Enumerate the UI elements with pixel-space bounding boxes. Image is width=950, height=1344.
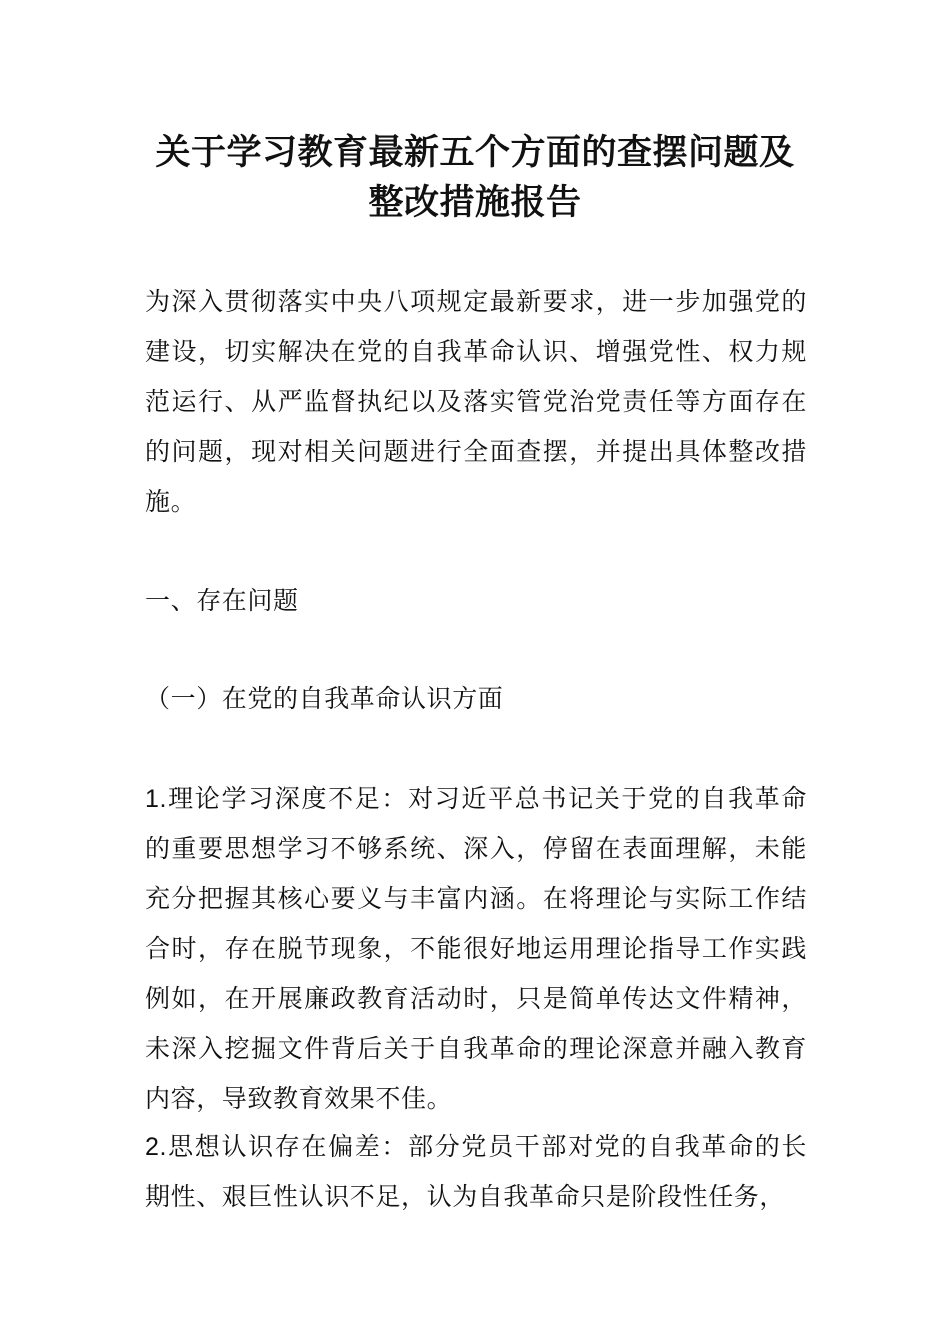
item-number: 2. xyxy=(145,1133,168,1161)
intro-paragraph: 为深入贯彻落实中央八项规定最新要求，进一步加强党的建设，切实解决在党的自我革命认识、增强党性、权力规范运行、从严监督执纪以及落实管党治党责任等方面存在的问题，现对相关问题进行全面查摆，并提出具体整改措施。 xyxy=(145,287,807,516)
item-text: 思想认识存在偏差：部分党员干部对党的自我革命的长期性、艰巨性认识不足，认为自我革命只是阶段性任务， xyxy=(145,1132,807,1211)
subsection-heading: （一）在党的自我革命认识方面 xyxy=(145,684,504,713)
item-text: 理论学习深度不足：对习近平总书记关于党的自我革命的重要思想学习不够系统、深入，停留在表面理解，未能充分把握其核心要义与丰富内涵。在将理论与实际工作结合时，存在脱节现象，不能很好地运用理论指导工作实践例如，在开展廉政教育活动时，只是简单传达文件精神，未深入挖掘文件背后关于自我革命的理论深意并融入教育内容，导致教育效果不佳。 xyxy=(145,784,807,1113)
document-title-line2: 整改措施报告 xyxy=(368,182,582,223)
section-heading: 一、存在问题 xyxy=(145,586,299,615)
item-number: 1. xyxy=(145,785,168,813)
list-item xyxy=(145,1122,807,1222)
list-item xyxy=(145,774,807,1124)
document-title-line1: 关于学习教育最新五个方面的查摆问题及 xyxy=(155,132,795,173)
